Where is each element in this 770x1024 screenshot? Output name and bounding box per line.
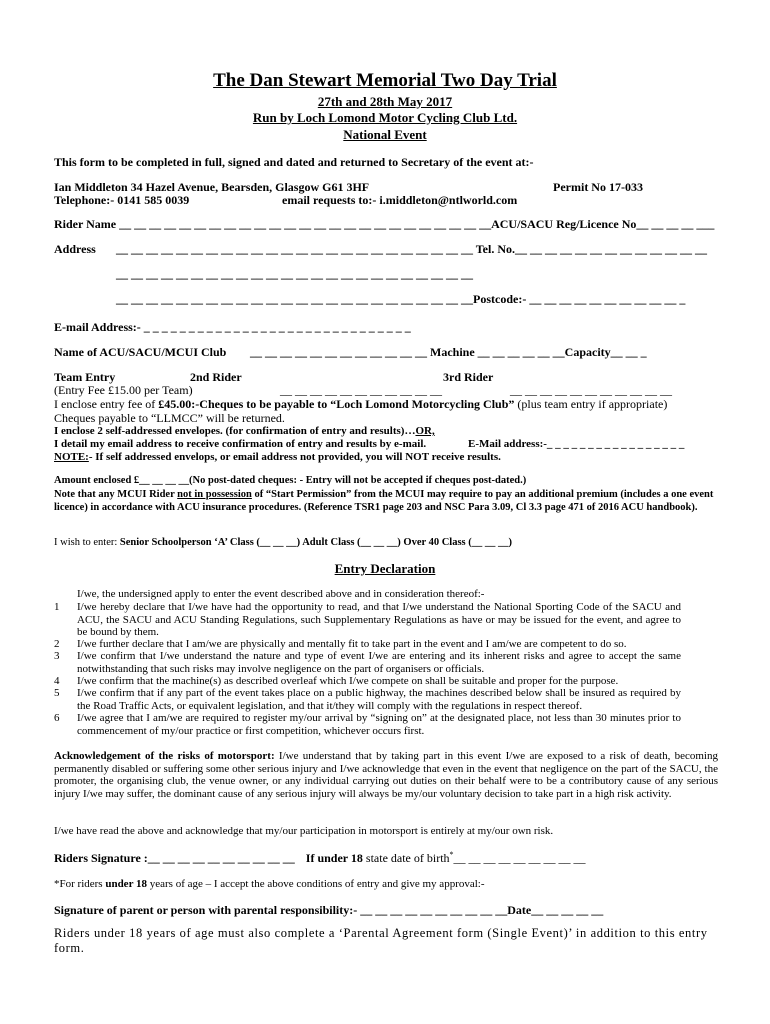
detail-email-text: I detail my email address to receive confirmation of entry and results by e-mail. [54, 438, 427, 450]
rider-signature-line[interactable] [54, 850, 586, 866]
declaration-intro: I/we, the undersigned apply to enter the event described above and in consideration thereof:- [77, 588, 485, 600]
closing-note: Riders under 18 years of age must also complete a ‘Parental Agreement form (Single Event)’ in addition to this entry form. [54, 926, 708, 955]
team-entry-label: Team Entry [54, 370, 116, 384]
fee-line-end: (plus team entry if appropriate) [514, 397, 668, 411]
risk-heading: Acknowledgement of the risks of motorsport: [54, 750, 275, 762]
birth-footnote-mark: * [449, 850, 454, 859]
declaration-number: 5 [54, 687, 60, 699]
amount-enclosed: Amount enclosed £__ __ __ __(No post-dated cheques: - Entry will not be accepted if cheques post-dated.) [54, 475, 527, 486]
third-rider-field[interactable]: __ __ __ __ __ __ __ __ __ __ __ [510, 383, 672, 397]
cheques-note: Cheques payable to “LLMCC” will be returned. [54, 411, 285, 425]
address-line-3[interactable]: __ __ __ __ __ __ __ __ __ __ __ __ __ __ __ __ __ __ __ __ __ __ __ __Postcode:- __ __ __ __ __ __ __ __ __ __ _ [116, 292, 686, 306]
address-line-2[interactable]: __ __ __ __ __ __ __ __ __ __ __ __ __ __ __ __ __ __ __ __ __ __ __ __ [116, 267, 473, 281]
class-selection[interactable] [54, 537, 512, 548]
risk-read-statement: I/we have read the above and acknowledge that my/our participation in motorsport is entirely at my/our own risk. [54, 825, 554, 837]
club-label: Name of ACU/SACU/MCUI Club [54, 345, 227, 359]
declaration-number: 6 [54, 712, 60, 724]
rider-name-field[interactable]: Rider Name __ __ __ __ __ __ __ __ __ __ __ __ __ __ __ __ __ __ __ __ __ __ __ __ __ACU/SACU Reg/Licence No__ __ __ __ ___ [54, 217, 715, 231]
team-fee: (Entry Fee £15.00 per Team) [54, 383, 193, 397]
organiser: Run by Loch Lomond Motor Cycling Club Ltd. [252, 110, 518, 125]
intro-text: This form to be completed in full, signed and dated and returned to Secretary of the event at:- [54, 155, 534, 169]
address-line-1[interactable]: __ __ __ __ __ __ __ __ __ __ __ __ __ __ __ __ __ __ __ __ __ __ __ __ Tel. No.__ __ __ __ __ __ __ __ __ __ __ __ __ [116, 242, 708, 256]
mcui-note [54, 488, 718, 514]
form-title: The Dan Stewart Memorial Two Day Trial [213, 70, 557, 91]
fee-line [54, 397, 667, 412]
second-rider-field[interactable]: __ __ __ __ __ __ __ __ __ __ __ [280, 383, 442, 397]
birth-date-field[interactable]: __ __ __ __ __ __ __ __ __ [453, 851, 586, 865]
event-type: National Event [343, 127, 427, 142]
class-options[interactable]: Senior Schoolperson ‘A’ Class (__ __ __) Adult Class (__ __ __) Over 40 Class (__ __ __) [119, 537, 513, 548]
mcui-note-end: of “Start Permission” from the MCUI may require to pay an additional premium (includes a one event licence) in accordance with ACU insurance procedures. (Reference TSR1 page 203 and NSC Para 3.09, Cl 3.3 page 471 of 2016 ACU handbook). [54, 489, 714, 513]
risk-text: I/we understand that by taking part in this event I/we are exposed to a risk of death, becoming permanently disabled or suffering some other serious injury and I/we acknowledge that even in the event that negligence on the part of the SACU, the promoter, the organising club, the venue owner, or any individual carrying out duties on their behalf were to be a contributory cause of any serious injury I/we may suffer, the dominant cause of any serious injury will always be my/our voluntary decision to take part in a high risk activity. [54, 750, 718, 800]
note-text: - If self addressed envelops, or email address not provided, you will NOT receive results. [88, 451, 501, 463]
mcui-note-start: Note that any MCUI Rider [54, 489, 178, 500]
class-prefix: I wish to enter: [54, 537, 120, 548]
note-line [54, 451, 501, 463]
rider-signature-field[interactable]: Riders Signature :__ __ __ __ __ __ __ __ __ __ [54, 851, 295, 865]
declaration-item: I/we agree that I am/we are required to register my/our arrival by “signing on” at the designated place, not less than 30 minutes prior to commencement of my/our practice or first competition, whichever occurs first. [77, 712, 681, 737]
parental-footnote [54, 878, 485, 890]
permit-number: Permit No 17-033 [553, 180, 643, 194]
declaration-number: 1 [54, 601, 60, 613]
declaration-item: I/we hereby declare that I/we have had the opportunity to read, and that I/we understand the National Sporting Code of the SACU and ACU, the SACU and ACU Standing Regulations, such Supplementary Regulations as have or may be issued for the event, and agree to be bound by them. [77, 601, 681, 638]
sae-text: I enclose 2 self-addressed envelopes. (for confirmation of entry and results)… [54, 425, 416, 437]
fee-line-start: I enclose entry fee of [54, 397, 159, 411]
address-label: Address [54, 242, 96, 256]
declaration-number: 2 [54, 638, 60, 650]
results-email-field[interactable]: E-Mail address:-_ _ _ _ _ _ _ _ _ _ _ _ _ _ _ _ _ [468, 438, 685, 450]
note-label: NOTE: [54, 451, 89, 463]
if-under-18: If under 18 [305, 851, 363, 865]
declaration-item: I/we confirm that the machine(s) as described overleaf which I/we compete on shall be suitable and proper for the purpose. [77, 675, 619, 687]
secretary-address: Ian Middleton 34 Hazel Avenue, Bearsden, Glasgow G61 3HF [54, 180, 370, 194]
fee-amount: £45.00:-Cheques to be payable to “Loch Lomond Motorcycling Club” [158, 397, 515, 411]
footnote-under-18: under 18 [105, 878, 147, 890]
club-machine-field[interactable]: __ __ __ __ __ __ __ __ __ __ __ __ Machine __ __ __ __ __ __Capacity__ __ _ [250, 345, 647, 359]
sae-line [54, 425, 435, 437]
secretary-email: email requests to:- i.middleton@ntlworld.com [282, 193, 518, 207]
email-address-field[interactable]: E-mail Address:- _ _ _ _ _ _ _ _ _ _ _ _ _ _ _ _ _ _ _ _ _ _ _ _ _ _ _ _ _ _ [54, 320, 411, 334]
footnote-end: years of age – I accept the above conditions of entry and give my approval:- [147, 878, 485, 890]
declaration-item: I/we further declare that I am/we are physically and mentally fit to take part in the event and I am/we are competent to do so. [77, 638, 627, 650]
birth-date-label: state date of birth [362, 851, 450, 865]
secretary-telephone: Telephone:- 0141 585 0039 [54, 193, 190, 207]
third-rider-label: 3rd Rider [443, 370, 494, 384]
second-rider-label: 2nd Rider [190, 370, 242, 384]
declaration-title: Entry Declaration [334, 561, 436, 576]
event-dates: 27th and 28th May 2017 [317, 94, 453, 109]
sae-or: OR, [415, 425, 435, 437]
parent-signature-field[interactable]: Signature of parent or person with parental responsibility:- __ __ __ __ __ __ __ __ __ __Date__ __ __ __ __ [54, 903, 604, 917]
declaration-number: 3 [54, 650, 60, 662]
declaration-item: I/we confirm that if any part of the event takes place on a public highway, the machines described below shall be insured as required by the Road Traffic Acts, or equivalent legislation, and that it/they will comply with the regulations in respect thereof. [77, 687, 681, 712]
footnote-start: *For riders [54, 878, 106, 890]
mcui-note-underlined: not in possession [177, 489, 252, 500]
risk-acknowledgement [54, 750, 718, 800]
declaration-number: 4 [54, 675, 60, 687]
declaration-item: I/we confirm that I/we understand the nature and type of event I/we are entering and its inherent risks and agree to accept the same notwithstanding that such risks may involve negligence on the part of organisers or officials. [77, 650, 681, 675]
